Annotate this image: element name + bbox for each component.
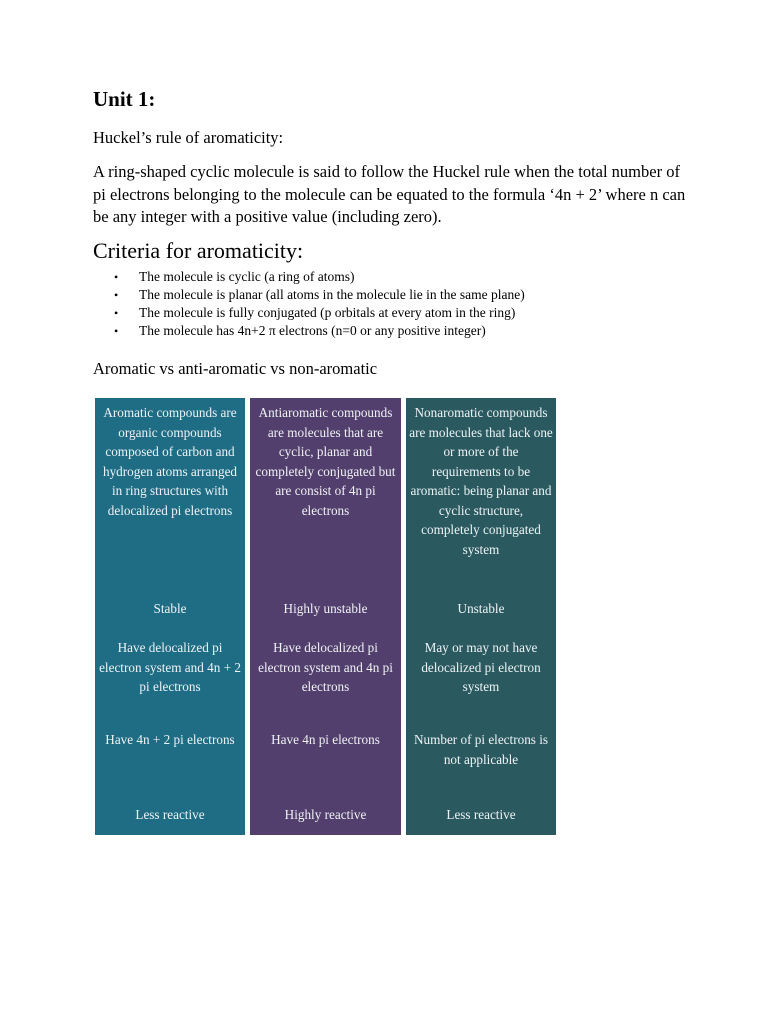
column-delocalization: Have delocalized pi electron system and 4n pi electrons [258, 640, 393, 694]
criteria-item [93, 268, 713, 286]
criteria-heading: Criteria for aromaticity: [93, 238, 304, 263]
nonaromatic-column [406, 398, 556, 835]
column-delocalization: May or may not have delocalized pi electron system [421, 640, 541, 694]
criteria-item [93, 286, 713, 304]
criteria-list [93, 268, 713, 340]
bullet-icon: • [114, 288, 119, 302]
column-reactivity: Less reactive [446, 807, 516, 822]
column-definition: Antiaromatic compounds are molecules that are cyclic, planar and completely conjugated but are consist of 4n pi electrons [255, 405, 396, 518]
huckel-rule-paragraph: A ring-shaped cyclic molecule is said to follow the Huckel rule when the total number of pi electrons belonging to the molecule can be equated to the formula ‘4n + 2’ where n can be any integer with a positive value (including zero). [93, 162, 686, 226]
column-pi-count: Have 4n pi electrons [271, 732, 380, 747]
column-stability: Stable [153, 601, 187, 616]
column-stability: Unstable [457, 601, 505, 616]
criteria-item [93, 304, 713, 322]
column-delocalization: Have delocalized pi electron system and 4n + 2 pi electrons [99, 640, 241, 694]
column-pi-count: Number of pi electrons is not applicable [413, 732, 549, 767]
criteria-item [93, 322, 713, 340]
bullet-icon: • [114, 270, 119, 284]
criteria-item-text: The molecule is planar (all atoms in the molecule lie in the same plane) [139, 287, 525, 302]
column-stability: Highly unstable [283, 601, 368, 616]
column-reactivity: Highly reactive [284, 807, 367, 822]
huckel-rule-subtitle: Huckel’s rule of aromaticity: [93, 128, 284, 147]
antiaromatic-column [250, 398, 401, 835]
criteria-item-text: The molecule is cyclic (a ring of atoms) [139, 269, 355, 284]
comparison-title: Aromatic vs anti-aromatic vs non-aromatic [93, 359, 378, 378]
criteria-item-text: The molecule has 4n+2 π electrons (n=0 or any positive integer) [139, 323, 486, 338]
aromatic-column [95, 398, 245, 835]
comparison-columns [95, 398, 556, 835]
unit-title: Unit 1: [93, 87, 156, 111]
criteria-item-text: The molecule is fully conjugated (p orbitals at every atom in the ring) [139, 305, 516, 320]
column-definition: Aromatic compounds are organic compounds composed of carbon and hydrogen atoms arranged in ring structures with delocalized pi electrons [102, 405, 238, 518]
bullet-icon: • [114, 306, 119, 320]
bullet-icon: • [114, 324, 119, 338]
column-definition: Nonaromatic compounds are molecules that lack one or more of the requirements to be aromatic: being planar and cyclic structure, completely conjugated system [409, 405, 553, 557]
column-reactivity: Less reactive [135, 807, 205, 822]
column-pi-count: Have 4n + 2 pi electrons [105, 732, 235, 747]
